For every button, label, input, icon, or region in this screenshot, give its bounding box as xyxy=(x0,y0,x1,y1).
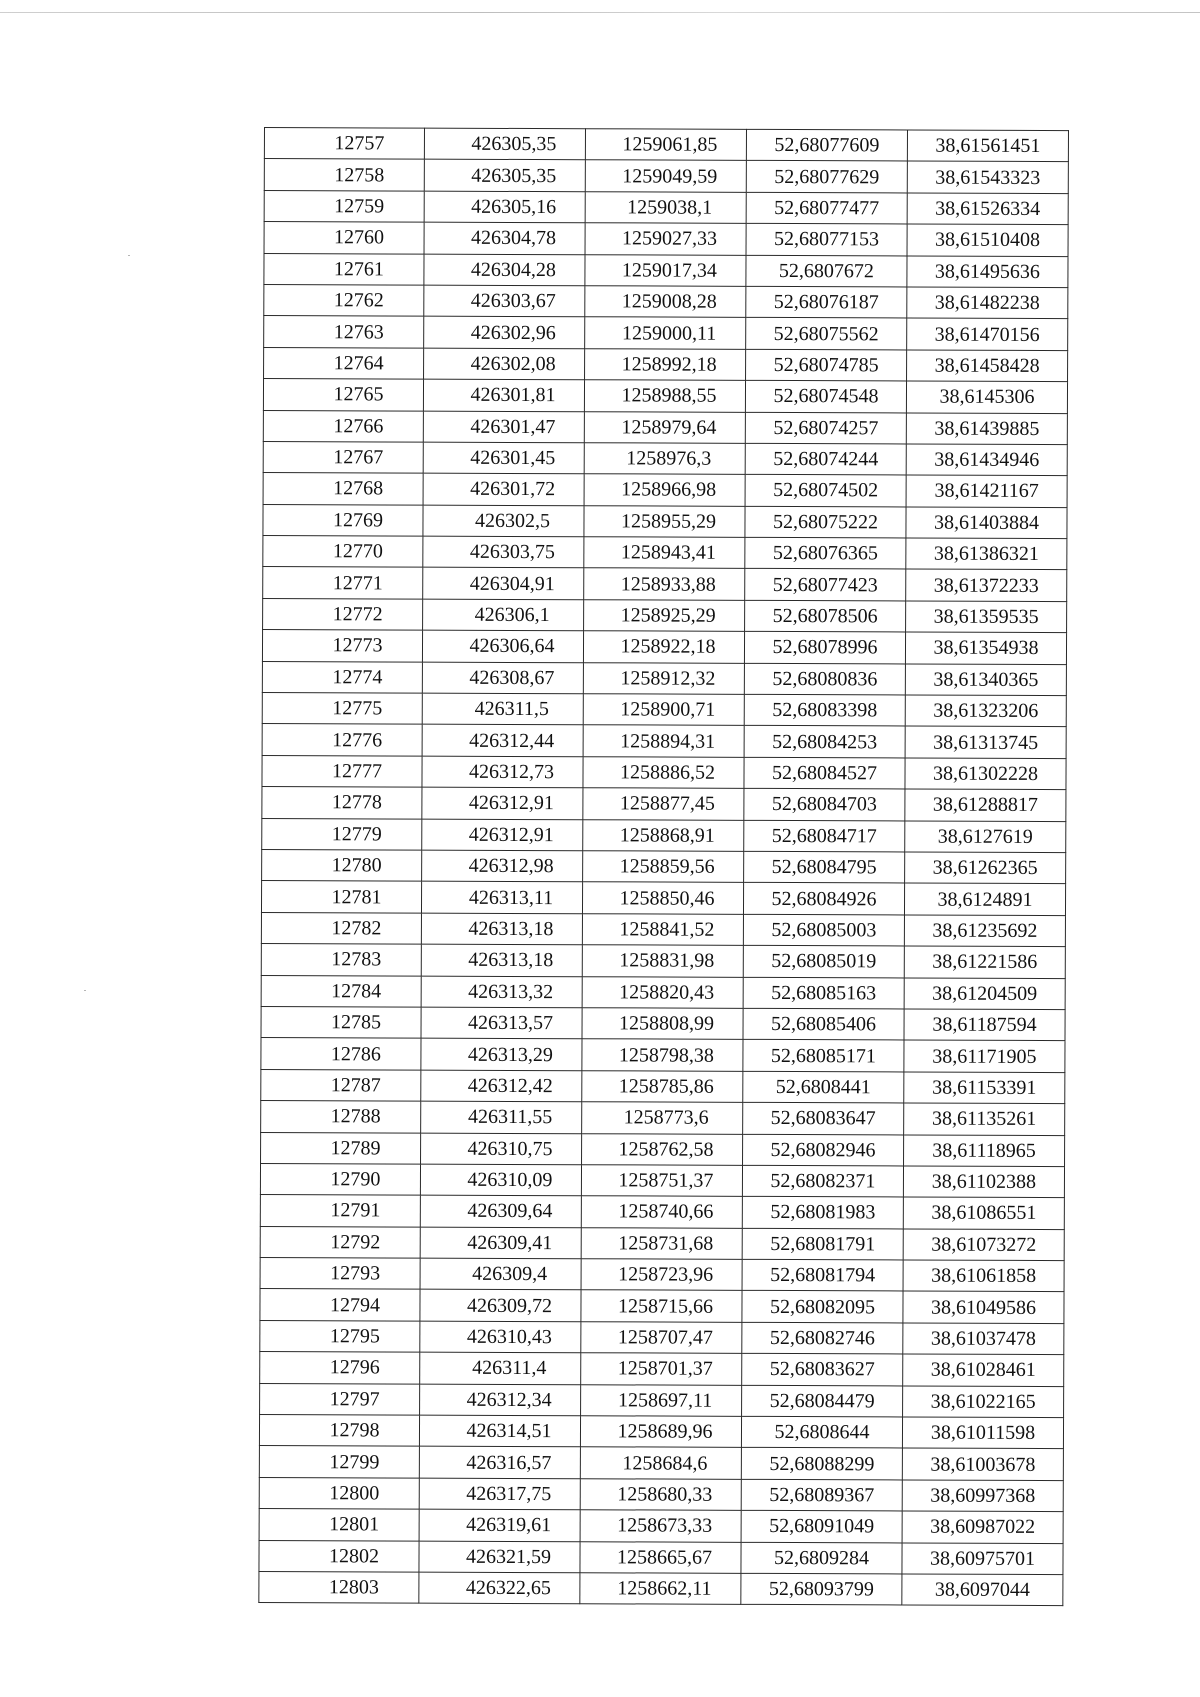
y-coordinate-cell: 1258731,68 xyxy=(581,1227,742,1259)
point-number-cell: 12766 xyxy=(263,410,423,442)
longitude-cell: 38,61470156 xyxy=(907,318,1068,350)
table-row xyxy=(264,159,1068,193)
longitude-cell: 38,60997368 xyxy=(902,1480,1063,1512)
longitude-cell: 38,61235692 xyxy=(904,915,1065,947)
longitude-cell: 38,61171905 xyxy=(904,1040,1065,1072)
y-coordinate-cell: 1258877,45 xyxy=(583,788,744,820)
x-coordinate-cell: 426312,73 xyxy=(422,756,583,788)
x-coordinate-cell: 426304,91 xyxy=(423,568,584,600)
x-coordinate-cell: 426312,34 xyxy=(420,1384,581,1416)
table-row xyxy=(263,504,1067,538)
y-coordinate-cell: 1258831,98 xyxy=(582,945,743,977)
point-number-cell: 12785 xyxy=(261,1006,421,1038)
longitude-cell: 38,61439885 xyxy=(906,412,1067,444)
longitude-cell: 38,6124891 xyxy=(904,883,1065,915)
table-row xyxy=(264,190,1068,224)
point-number-cell: 12769 xyxy=(263,504,423,536)
table-row xyxy=(260,1383,1064,1417)
x-coordinate-cell: 426312,98 xyxy=(422,850,583,882)
latitude-cell: 52,68088299 xyxy=(741,1448,902,1480)
y-coordinate-cell: 1258912,32 xyxy=(583,662,744,694)
table-row xyxy=(261,1101,1065,1135)
table-row xyxy=(262,724,1066,758)
y-coordinate-cell: 1258773,6 xyxy=(582,1102,743,1134)
point-number-cell: 12772 xyxy=(263,598,423,630)
y-coordinate-cell: 1258925,29 xyxy=(584,600,745,632)
latitude-cell: 52,68077423 xyxy=(745,569,906,601)
point-number-cell: 12799 xyxy=(259,1446,419,1478)
point-number-cell: 12793 xyxy=(260,1258,420,1290)
longitude-cell: 38,6145306 xyxy=(906,381,1067,413)
table-row xyxy=(260,1195,1064,1229)
point-number-cell: 12757 xyxy=(264,128,424,160)
point-number-cell: 12800 xyxy=(259,1477,419,1509)
x-coordinate-cell: 426319,61 xyxy=(419,1509,580,1541)
point-number-cell: 12782 xyxy=(261,912,421,944)
x-coordinate-cell: 426313,11 xyxy=(421,881,582,913)
table-row xyxy=(259,1446,1063,1480)
x-coordinate-cell: 426313,32 xyxy=(421,976,582,1008)
latitude-cell: 52,6808644 xyxy=(741,1416,902,1448)
longitude-cell: 38,61262365 xyxy=(905,852,1066,884)
y-coordinate-cell: 1258850,46 xyxy=(582,882,743,914)
point-number-cell: 12773 xyxy=(262,630,422,662)
point-number-cell: 12797 xyxy=(260,1383,420,1415)
x-coordinate-cell: 426310,43 xyxy=(420,1321,581,1353)
table-row xyxy=(263,536,1067,570)
latitude-cell: 52,68078996 xyxy=(744,632,905,664)
y-coordinate-cell: 1259008,28 xyxy=(585,286,746,318)
point-number-cell: 12784 xyxy=(261,975,421,1007)
point-number-cell: 12759 xyxy=(264,190,424,222)
x-coordinate-cell: 426305,35 xyxy=(424,128,585,160)
x-coordinate-cell: 426305,16 xyxy=(424,191,585,223)
latitude-cell: 52,68085003 xyxy=(743,914,904,946)
x-coordinate-cell: 426313,29 xyxy=(421,1038,582,1070)
table-row xyxy=(264,316,1068,350)
longitude-cell: 38,61049586 xyxy=(903,1291,1064,1323)
table-row xyxy=(264,128,1068,162)
longitude-cell: 38,61187594 xyxy=(904,1009,1065,1041)
latitude-cell: 52,68076187 xyxy=(746,286,907,318)
longitude-cell: 38,61386321 xyxy=(906,538,1067,570)
table-row xyxy=(264,253,1068,287)
table-row xyxy=(261,912,1065,946)
y-coordinate-cell: 1258707,47 xyxy=(581,1322,742,1354)
point-number-cell: 12796 xyxy=(260,1352,420,1384)
x-coordinate-cell: 426321,59 xyxy=(419,1541,580,1573)
longitude-cell: 38,61135261 xyxy=(904,1103,1065,1135)
latitude-cell: 52,68083627 xyxy=(742,1354,903,1386)
table-row xyxy=(263,379,1067,413)
longitude-cell: 38,61313745 xyxy=(905,726,1066,758)
x-coordinate-cell: 426304,28 xyxy=(424,254,585,286)
point-number-cell: 12767 xyxy=(263,441,423,473)
x-coordinate-cell: 426313,18 xyxy=(421,944,582,976)
table-row xyxy=(259,1509,1063,1543)
point-number-cell: 12791 xyxy=(260,1195,420,1227)
latitude-cell: 52,68077629 xyxy=(746,161,907,193)
y-coordinate-cell: 1258785,86 xyxy=(582,1070,743,1102)
point-number-cell: 12768 xyxy=(263,473,423,505)
y-coordinate-cell: 1258697,11 xyxy=(581,1384,742,1416)
y-coordinate-cell: 1258933,88 xyxy=(584,568,745,600)
x-coordinate-cell: 426306,64 xyxy=(422,630,583,662)
point-number-cell: 12794 xyxy=(260,1289,420,1321)
point-number-cell: 12783 xyxy=(261,944,421,976)
table-row xyxy=(262,755,1066,789)
longitude-cell: 38,61561451 xyxy=(907,130,1068,162)
point-number-cell: 12801 xyxy=(259,1509,419,1541)
latitude-cell: 52,68074785 xyxy=(746,349,907,381)
y-coordinate-cell: 1258966,98 xyxy=(584,474,745,506)
latitude-cell: 52,68083647 xyxy=(743,1102,904,1134)
y-coordinate-cell: 1258894,31 xyxy=(583,725,744,757)
latitude-cell: 52,68082095 xyxy=(742,1291,903,1323)
x-coordinate-cell: 426316,57 xyxy=(419,1447,580,1479)
latitude-cell: 52,68084795 xyxy=(744,851,905,883)
latitude-cell: 52,68076365 xyxy=(745,537,906,569)
x-coordinate-cell: 426311,5 xyxy=(422,693,583,725)
x-coordinate-cell: 426303,67 xyxy=(424,285,585,317)
x-coordinate-cell: 426302,5 xyxy=(423,505,584,537)
longitude-cell: 38,61221586 xyxy=(904,946,1065,978)
latitude-cell: 52,68084253 xyxy=(744,726,905,758)
x-coordinate-cell: 426317,75 xyxy=(419,1478,580,1510)
scan-speck xyxy=(128,255,130,256)
x-coordinate-cell: 426310,09 xyxy=(420,1164,581,1196)
point-number-cell: 12792 xyxy=(260,1226,420,1258)
table-row xyxy=(260,1289,1064,1323)
point-number-cell: 12795 xyxy=(260,1320,420,1352)
y-coordinate-cell: 1258922,18 xyxy=(583,631,744,663)
table-row xyxy=(260,1352,1064,1386)
table-row xyxy=(259,1477,1063,1511)
point-number-cell: 12764 xyxy=(264,347,424,379)
y-coordinate-cell: 1258689,96 xyxy=(580,1416,741,1448)
x-coordinate-cell: 426301,45 xyxy=(423,442,584,474)
point-number-cell: 12765 xyxy=(263,379,423,411)
y-coordinate-cell: 1259049,59 xyxy=(585,160,746,192)
point-number-cell: 12780 xyxy=(262,849,422,881)
x-coordinate-cell: 426310,75 xyxy=(421,1133,582,1165)
point-number-cell: 12758 xyxy=(264,159,424,191)
point-number-cell: 12761 xyxy=(264,253,424,285)
y-coordinate-cell: 1258684,6 xyxy=(580,1447,741,1479)
table-row xyxy=(263,473,1067,507)
latitude-cell: 52,68081983 xyxy=(742,1197,903,1229)
y-coordinate-cell: 1259038,1 xyxy=(585,192,746,224)
y-coordinate-cell: 1259017,34 xyxy=(585,254,746,286)
y-coordinate-cell: 1258740,66 xyxy=(581,1196,742,1228)
longitude-cell: 38,61323206 xyxy=(905,695,1066,727)
latitude-cell: 52,68084717 xyxy=(744,820,905,852)
y-coordinate-cell: 1258955,29 xyxy=(584,505,745,537)
y-coordinate-cell: 1258900,71 xyxy=(583,694,744,726)
latitude-cell: 52,68093799 xyxy=(741,1573,902,1605)
latitude-cell: 52,68074257 xyxy=(745,412,906,444)
y-coordinate-cell: 1258701,37 xyxy=(581,1353,742,1385)
longitude-cell: 38,61086551 xyxy=(903,1197,1064,1229)
longitude-cell: 38,61495636 xyxy=(907,256,1068,288)
longitude-cell: 38,61061858 xyxy=(903,1260,1064,1292)
y-coordinate-cell: 1258859,56 xyxy=(583,851,744,883)
y-coordinate-cell: 1258868,91 xyxy=(583,819,744,851)
longitude-cell: 38,61153391 xyxy=(904,1072,1065,1104)
table-row xyxy=(260,1320,1064,1354)
x-coordinate-cell: 426309,4 xyxy=(420,1258,581,1290)
point-number-cell: 12789 xyxy=(261,1132,421,1164)
y-coordinate-cell: 1259027,33 xyxy=(585,223,746,255)
latitude-cell: 52,68075222 xyxy=(745,506,906,538)
table-row xyxy=(261,1069,1065,1103)
point-number-cell: 12803 xyxy=(259,1571,419,1603)
coordinates-table xyxy=(258,127,1069,1606)
x-coordinate-cell: 426322,65 xyxy=(419,1572,580,1604)
point-number-cell: 12760 xyxy=(264,222,424,254)
y-coordinate-cell: 1258723,96 xyxy=(581,1259,742,1291)
latitude-cell: 52,68077153 xyxy=(746,224,907,256)
table-row xyxy=(261,1132,1065,1166)
y-coordinate-cell: 1258680,33 xyxy=(580,1479,741,1511)
y-coordinate-cell: 1258976,3 xyxy=(584,443,745,475)
table-row xyxy=(260,1163,1064,1197)
point-number-cell: 12790 xyxy=(260,1163,420,1195)
y-coordinate-cell: 1258979,64 xyxy=(584,411,745,443)
longitude-cell: 38,61340365 xyxy=(905,664,1066,696)
longitude-cell: 38,61003678 xyxy=(902,1448,1063,1480)
x-coordinate-cell: 426313,18 xyxy=(421,913,582,945)
longitude-cell: 38,61434946 xyxy=(906,444,1067,476)
table-row xyxy=(261,881,1065,915)
table-row xyxy=(259,1415,1063,1449)
longitude-cell: 38,61543323 xyxy=(907,161,1068,193)
point-number-cell: 12802 xyxy=(259,1540,419,1572)
latitude-cell: 52,68081791 xyxy=(742,1228,903,1260)
point-number-cell: 12798 xyxy=(259,1415,419,1447)
table-row xyxy=(263,567,1067,601)
table-row xyxy=(261,1006,1065,1040)
latitude-cell: 52,6808441 xyxy=(743,1071,904,1103)
point-number-cell: 12788 xyxy=(261,1101,421,1133)
y-coordinate-cell: 1258715,66 xyxy=(581,1290,742,1322)
longitude-cell: 38,61421167 xyxy=(906,475,1067,507)
table-row xyxy=(262,693,1066,727)
table-row xyxy=(261,944,1065,978)
y-coordinate-cell: 1259000,11 xyxy=(585,317,746,349)
longitude-cell: 38,61102388 xyxy=(903,1166,1064,1198)
y-coordinate-cell: 1258841,52 xyxy=(582,913,743,945)
longitude-cell: 38,6097044 xyxy=(902,1574,1063,1606)
latitude-cell: 52,68085019 xyxy=(743,946,904,978)
coordinates-table-body xyxy=(259,128,1069,1606)
latitude-cell: 52,68074548 xyxy=(745,380,906,412)
point-number-cell: 12762 xyxy=(264,284,424,316)
x-coordinate-cell: 426312,91 xyxy=(422,787,583,819)
table-row xyxy=(264,284,1068,318)
x-coordinate-cell: 426302,08 xyxy=(424,348,585,380)
latitude-cell: 52,6809284 xyxy=(741,1542,902,1574)
x-coordinate-cell: 426309,64 xyxy=(420,1195,581,1227)
longitude-cell: 38,61011598 xyxy=(902,1417,1063,1449)
y-coordinate-cell: 1258662,11 xyxy=(580,1573,741,1605)
table-row xyxy=(262,630,1066,664)
x-coordinate-cell: 426309,72 xyxy=(420,1290,581,1322)
longitude-cell: 38,61372233 xyxy=(906,569,1067,601)
y-coordinate-cell: 1258673,33 xyxy=(580,1510,741,1542)
x-coordinate-cell: 426306,1 xyxy=(423,599,584,631)
longitude-cell: 38,61037478 xyxy=(903,1323,1064,1355)
longitude-cell: 38,61288817 xyxy=(905,789,1066,821)
table-row xyxy=(262,849,1066,883)
longitude-cell: 38,61403884 xyxy=(906,507,1067,539)
x-coordinate-cell: 426305,35 xyxy=(424,160,585,192)
x-coordinate-cell: 426309,41 xyxy=(420,1227,581,1259)
coordinates-table-container xyxy=(258,127,1068,1606)
latitude-cell: 52,68084926 xyxy=(743,883,904,915)
y-coordinate-cell: 1258751,37 xyxy=(581,1165,742,1197)
point-number-cell: 12786 xyxy=(261,1038,421,1070)
longitude-cell: 38,61359535 xyxy=(906,601,1067,633)
x-coordinate-cell: 426312,44 xyxy=(422,725,583,757)
longitude-cell: 38,61118965 xyxy=(904,1134,1065,1166)
y-coordinate-cell: 1258798,38 xyxy=(582,1039,743,1071)
table-row xyxy=(262,787,1066,821)
latitude-cell: 52,68084479 xyxy=(742,1385,903,1417)
point-number-cell: 12778 xyxy=(262,787,422,819)
x-coordinate-cell: 426314,51 xyxy=(419,1415,580,1447)
latitude-cell: 52,68085406 xyxy=(743,1008,904,1040)
x-coordinate-cell: 426302,96 xyxy=(424,316,585,348)
longitude-cell: 38,61354938 xyxy=(905,632,1066,664)
y-coordinate-cell: 1258886,52 xyxy=(583,757,744,789)
latitude-cell: 52,68074502 xyxy=(745,475,906,507)
table-row xyxy=(262,661,1066,695)
x-coordinate-cell: 426311,4 xyxy=(420,1352,581,1384)
latitude-cell: 52,68084703 xyxy=(744,789,905,821)
latitude-cell: 52,6807672 xyxy=(746,255,907,287)
latitude-cell: 52,68082746 xyxy=(742,1322,903,1354)
table-row xyxy=(259,1571,1063,1605)
point-number-cell: 12776 xyxy=(262,724,422,756)
point-number-cell: 12775 xyxy=(262,693,422,725)
longitude-cell: 38,61458428 xyxy=(907,350,1068,382)
table-row xyxy=(263,410,1067,444)
latitude-cell: 52,68091049 xyxy=(741,1511,902,1543)
table-row xyxy=(260,1226,1064,1260)
latitude-cell: 52,68075562 xyxy=(746,318,907,350)
x-coordinate-cell: 426301,72 xyxy=(423,473,584,505)
y-coordinate-cell: 1259061,85 xyxy=(585,129,746,161)
longitude-cell: 38,61022165 xyxy=(903,1386,1064,1418)
longitude-cell: 38,61302228 xyxy=(905,758,1066,790)
latitude-cell: 52,68083398 xyxy=(744,694,905,726)
point-number-cell: 12771 xyxy=(263,567,423,599)
longitude-cell: 38,61028461 xyxy=(903,1354,1064,1386)
point-number-cell: 12787 xyxy=(261,1069,421,1101)
table-row xyxy=(263,441,1067,475)
x-coordinate-cell: 426308,67 xyxy=(422,662,583,694)
longitude-cell: 38,6127619 xyxy=(905,821,1066,853)
latitude-cell: 52,68074244 xyxy=(745,443,906,475)
latitude-cell: 52,68080836 xyxy=(744,663,905,695)
table-row xyxy=(264,347,1068,381)
y-coordinate-cell: 1258762,58 xyxy=(582,1133,743,1165)
latitude-cell: 52,68078506 xyxy=(745,600,906,632)
latitude-cell: 52,68085171 xyxy=(743,1040,904,1072)
latitude-cell: 52,68084527 xyxy=(744,757,905,789)
longitude-cell: 38,61204509 xyxy=(904,978,1065,1010)
longitude-cell: 38,60975701 xyxy=(902,1543,1063,1575)
table-row xyxy=(260,1258,1064,1292)
point-number-cell: 12770 xyxy=(263,536,423,568)
point-number-cell: 12781 xyxy=(261,881,421,913)
x-coordinate-cell: 426311,55 xyxy=(421,1101,582,1133)
point-number-cell: 12779 xyxy=(262,818,422,850)
latitude-cell: 52,68082371 xyxy=(742,1165,903,1197)
table-row xyxy=(259,1540,1063,1574)
point-number-cell: 12777 xyxy=(262,755,422,787)
latitude-cell: 52,68081794 xyxy=(742,1259,903,1291)
table-row xyxy=(261,975,1065,1009)
table-row xyxy=(262,818,1066,852)
x-coordinate-cell: 426304,78 xyxy=(424,222,585,254)
table-row xyxy=(264,222,1068,256)
latitude-cell: 52,68082946 xyxy=(743,1134,904,1166)
point-number-cell: 12774 xyxy=(262,661,422,693)
x-coordinate-cell: 426313,57 xyxy=(421,1007,582,1039)
scan-speck xyxy=(84,990,86,991)
latitude-cell: 52,68077477 xyxy=(746,192,907,224)
table-row xyxy=(261,1038,1065,1072)
x-coordinate-cell: 426303,75 xyxy=(423,536,584,568)
latitude-cell: 52,68077609 xyxy=(746,129,907,161)
scan-edge-line xyxy=(0,12,1200,13)
y-coordinate-cell: 1258943,41 xyxy=(584,537,745,569)
table-row xyxy=(263,598,1067,632)
longitude-cell: 38,60987022 xyxy=(902,1511,1063,1543)
longitude-cell: 38,61482238 xyxy=(907,287,1068,319)
y-coordinate-cell: 1258992,18 xyxy=(585,348,746,380)
latitude-cell: 52,68085163 xyxy=(743,977,904,1009)
longitude-cell: 38,61073272 xyxy=(903,1229,1064,1261)
y-coordinate-cell: 1258665,67 xyxy=(580,1541,741,1573)
x-coordinate-cell: 426312,91 xyxy=(422,819,583,851)
y-coordinate-cell: 1258808,99 xyxy=(582,1008,743,1040)
x-coordinate-cell: 426301,47 xyxy=(423,411,584,443)
point-number-cell: 12763 xyxy=(264,316,424,348)
x-coordinate-cell: 426312,42 xyxy=(421,1070,582,1102)
longitude-cell: 38,61510408 xyxy=(907,224,1068,256)
x-coordinate-cell: 426301,81 xyxy=(423,379,584,411)
y-coordinate-cell: 1258820,43 xyxy=(582,976,743,1008)
y-coordinate-cell: 1258988,55 xyxy=(584,380,745,412)
latitude-cell: 52,68089367 xyxy=(741,1479,902,1511)
longitude-cell: 38,61526334 xyxy=(907,193,1068,225)
